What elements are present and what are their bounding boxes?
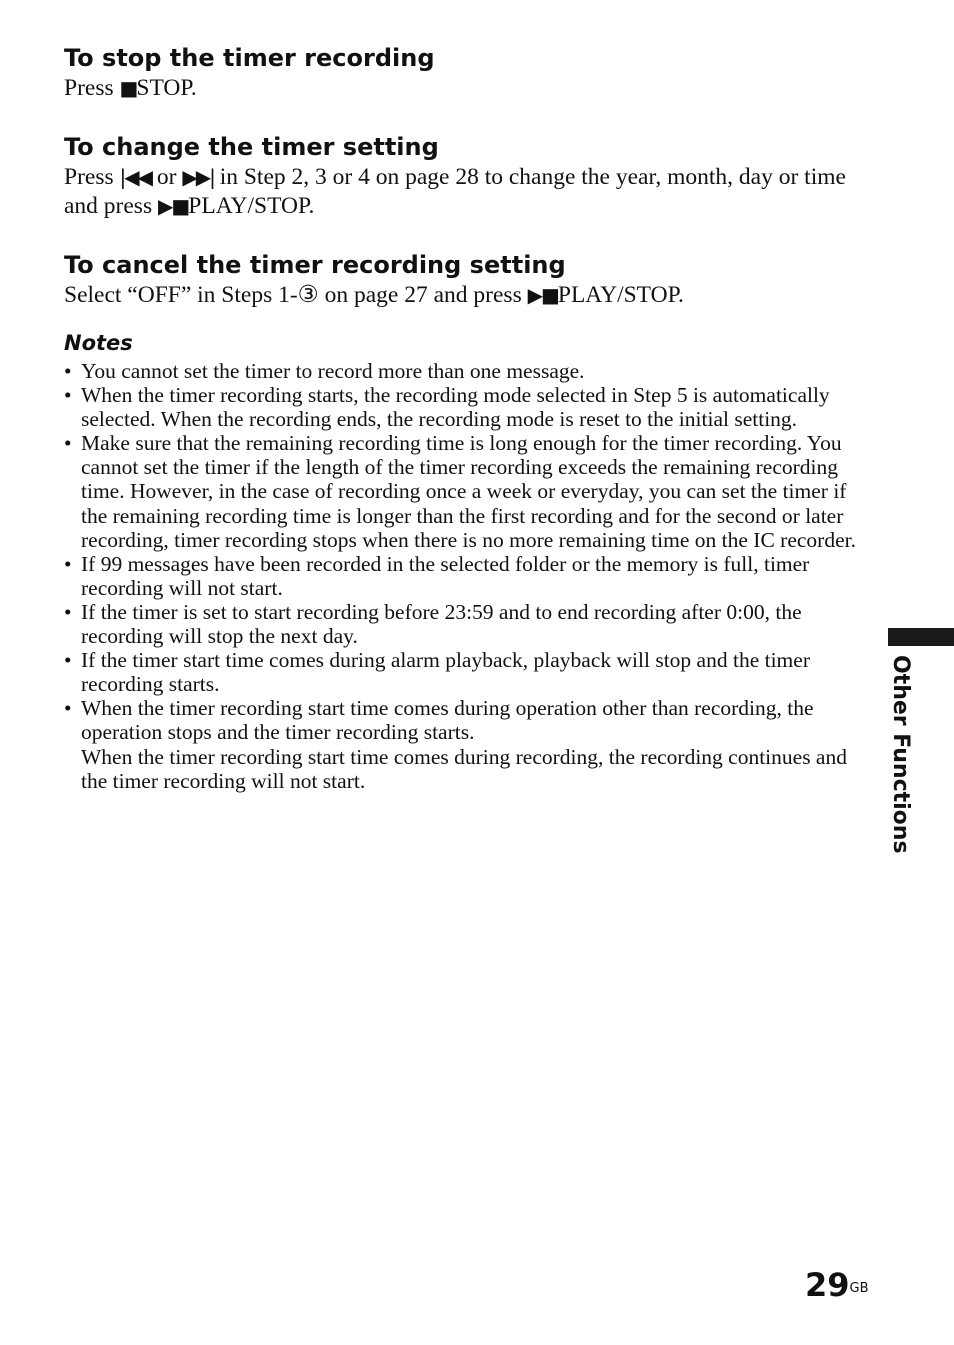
note-item: [64, 359, 864, 383]
bullet: •: [64, 551, 72, 576]
heading-cancel-timer-recording: To cancel the timer recording setting: [64, 251, 566, 279]
page-number-suffix: GB: [849, 1281, 869, 1296]
section-tab-marker: [888, 628, 954, 646]
heading-change-timer-setting: To change the timer setting: [64, 133, 439, 161]
stop-icon: ■: [119, 76, 137, 100]
note-item: [64, 648, 864, 696]
heading-stop-timer-recording: To stop the timer recording: [64, 44, 435, 72]
body-text: in Step 2, 3 or 4 on page 28 to change the year, month, day or time and press: [64, 164, 846, 219]
bullet: •: [64, 648, 72, 673]
body-text: Press: [64, 75, 120, 101]
bullet: •: [64, 696, 72, 721]
note-item: [64, 552, 864, 600]
note-text: If the timer is set to start recording before 23:59 and to end recording after 0:00, the recording will stop the next day.: [81, 599, 802, 649]
bullet: •: [64, 383, 72, 408]
next-track-icon: ▶▶|: [182, 165, 214, 189]
page-number: [805, 1266, 869, 1304]
page-number-value: 29: [805, 1266, 850, 1304]
play-stop-icon: ▶■: [527, 283, 558, 307]
note-text: If the timer start time comes during alarm playback, playback will stop and the timer recording starts.: [81, 648, 810, 697]
body-text: PLAY/STOP.: [188, 193, 315, 219]
note-text: You cannot set the timer to record more than one message.: [81, 359, 585, 383]
note-item: [64, 600, 864, 648]
notes-heading: Notes: [64, 331, 133, 355]
body-text: on page 27 and press: [318, 282, 528, 308]
note-text: When the timer recording starts, the recording mode selected in Step 5 is automatically selected. When the recording ends, the recording mode is reset to the initial setting.: [81, 383, 830, 432]
note-text: When the timer recording start time comes during recording, the recording continues and the timer recording will not start.: [81, 744, 847, 793]
bullet: •: [64, 431, 72, 456]
play-stop-icon: ▶■: [157, 194, 189, 218]
body-change-timer-setting: [64, 163, 854, 221]
notes-list: [64, 359, 864, 793]
body-text: Select “OFF” in Steps 1-: [64, 282, 298, 308]
note-text: Make sure that the remaining recording time is long enough for the timer recording. You cannot set the timer if the length of the timer recording exceeds the remaining recording time. However, in the case of recording once a week or everyday, you can set the timer if the remaining recording time is longer than the first recording and for the second or later recording, timer recording stops when there is no more remaining time on the IC recorder.: [81, 431, 856, 552]
body-text: or: [151, 164, 183, 190]
body-text: STOP.: [136, 75, 197, 101]
bullet: •: [64, 599, 72, 624]
note-item: [64, 383, 864, 431]
section-tab-label: Other Functions: [888, 655, 913, 854]
bullet: •: [64, 359, 72, 383]
note-text: When the timer recording start time comes during operation other than recording, the operation stops and the timer recording starts.: [81, 696, 814, 745]
circled-three-icon: ③: [297, 282, 319, 308]
note-item: [64, 431, 864, 551]
note-text: If 99 messages have been recorded in the selected folder or the memory is full, timer recording will not start.: [81, 551, 810, 600]
body-cancel-timer-recording: [64, 281, 854, 310]
previous-track-icon: |◀◀: [119, 165, 151, 189]
note-item: [64, 696, 864, 792]
body-stop-timer-recording: [64, 74, 854, 103]
body-text: PLAY/STOP.: [557, 282, 684, 308]
body-text: Press: [64, 164, 120, 190]
